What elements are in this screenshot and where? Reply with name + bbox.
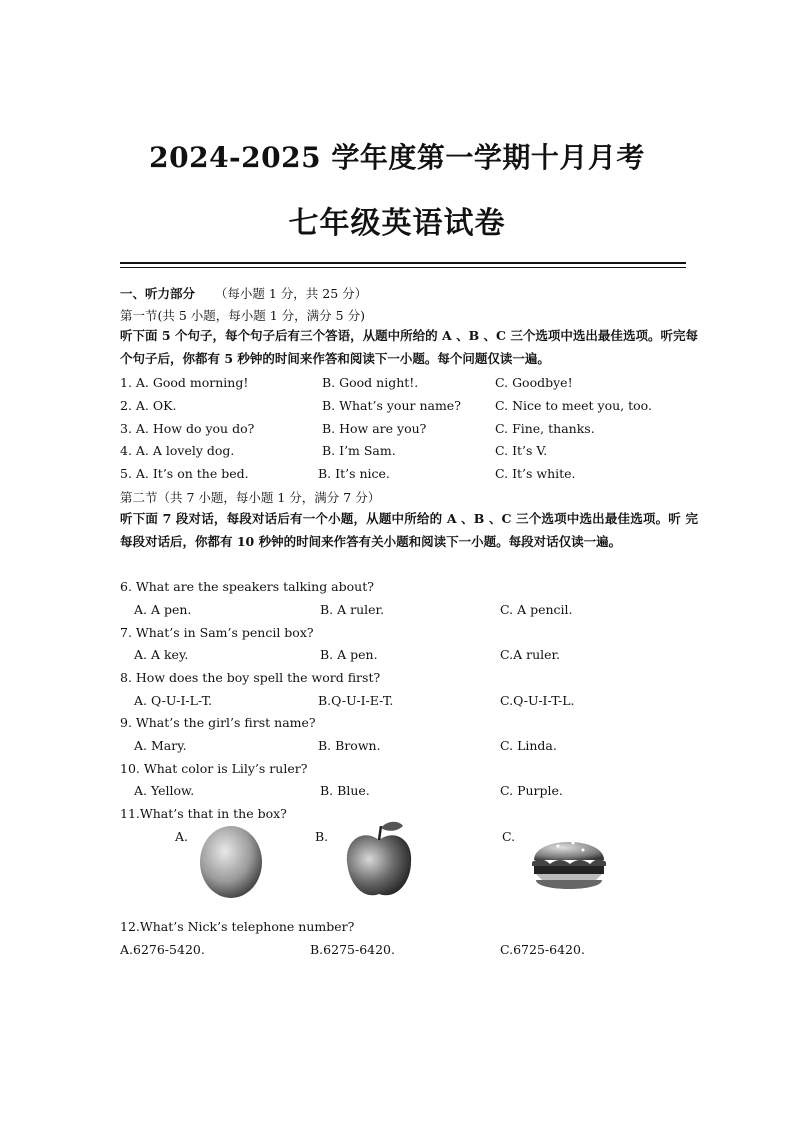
q9-stem: 9. What’s the girl’s first name?	[120, 715, 316, 730]
q7-option-b: B. A pen.	[320, 647, 378, 662]
q8-stem: 8. How does the boy spell the word first?	[120, 670, 381, 685]
q4-option-a: 4. A. A lovely dog.	[120, 443, 235, 458]
q4-option-c: C. It’s V.	[495, 443, 548, 458]
part1-heading-row	[120, 284, 367, 302]
q12-option-a: A.6276-5420.	[120, 942, 205, 957]
apple-icon	[343, 818, 415, 902]
q5-option-c: C. It’s white.	[495, 466, 576, 481]
q9-option-c: C. Linda.	[500, 738, 557, 753]
q6-stem: 6. What are the speakers talking about?	[120, 579, 374, 594]
q4-option-b: B. I’m Sam.	[322, 443, 396, 458]
egg-icon	[196, 822, 266, 900]
q7-option-c: C.A ruler.	[500, 647, 561, 662]
q1-option-c: C. Goodbye!	[495, 375, 573, 390]
q3-option-a: 3. A. How do you do?	[120, 421, 255, 436]
q6-option-a: A. A pen.	[134, 602, 192, 617]
q1-option-a: 1. A. Good morning!	[120, 375, 249, 390]
q2-option-b: B. What’s your name?	[322, 398, 461, 413]
section2-heading: 第二节（共 7 小题，每小题 1 分，满分 7 分）	[120, 490, 381, 505]
title-divider-thick	[120, 262, 686, 264]
q8-option-b: B.Q-U-I-E-T.	[318, 693, 394, 708]
q3-option-c: C. Fine, thanks.	[495, 421, 595, 436]
q7-option-a: A. A key.	[134, 647, 189, 662]
q8-option-c: C.Q-U-I-T-L.	[500, 693, 575, 708]
exam-subtitle: 七年级英语试卷	[288, 206, 506, 241]
title-divider-thin	[120, 267, 686, 268]
q6-option-b: B. A ruler.	[320, 602, 385, 617]
q10-stem: 10. What color is Lily’s ruler?	[120, 761, 308, 776]
q9-option-b: B. Brown.	[318, 738, 381, 753]
section1-heading: 第一节(共 5 小题，每小题 1 分，满分 5 分)	[120, 308, 365, 323]
q5-option-b: B. It’s nice.	[318, 466, 390, 481]
q12-option-b: B.6275-6420.	[310, 942, 395, 957]
q2-option-c: C. Nice to meet you, too.	[495, 398, 652, 413]
q2-option-a: 2. A. OK.	[120, 398, 177, 413]
q12-option-c: C.6725-6420.	[500, 942, 585, 957]
exam-title: 2024-2025 学年度第一学期十月月考	[149, 141, 645, 174]
section1-instructions: 听下面 5 个句子，每个句子后有三个答语，从题中所给的 A 、B 、C 三个选项中选出最佳选项。听完每个句子后，你都有 5 秒钟的时间来作答和阅读下一小题。每个问题仅读一遍。	[120, 328, 698, 366]
q9-option-a: A. Mary.	[134, 738, 187, 753]
q10-option-c: C. Purple.	[500, 783, 563, 798]
q12-stem: 12.What’s Nick’s telephone number?	[120, 919, 355, 934]
q11-option-c-label: C.	[502, 829, 516, 844]
q10-option-a: A. Yellow.	[134, 783, 195, 798]
hamburger-icon	[528, 826, 610, 898]
q6-option-c: C. A pencil.	[500, 602, 573, 617]
q11-option-b-label: B.	[315, 829, 329, 844]
q8-option-a: A. Q-U-I-L-T.	[134, 693, 213, 708]
q7-stem: 7. What’s in Sam’s pencil box?	[120, 625, 314, 640]
q1-option-b: B. Good night!.	[322, 375, 419, 390]
q11-option-a-label: A.	[175, 829, 189, 844]
section2-instructions: 听下面 7 段对话，每段对话后有一个小题，从题中所给的 A 、B 、C 三个选项中选出最佳选项。听 完每段对话后，你都有 10 秒钟的时间来作答有关小题和阅读下一小题。每段对话仅读一遍。	[120, 511, 698, 549]
part1-heading: 一、听力部分	[120, 286, 196, 301]
q11-stem: 11.What’s that in the box?	[120, 806, 287, 821]
q3-option-b: B. How are you?	[322, 421, 427, 436]
part1-heading-note: （每小题 1 分，共 25 分）	[214, 286, 368, 301]
q10-option-b: B. Blue.	[320, 783, 370, 798]
q5-option-a: 5. A. It’s on the bed.	[120, 466, 249, 481]
